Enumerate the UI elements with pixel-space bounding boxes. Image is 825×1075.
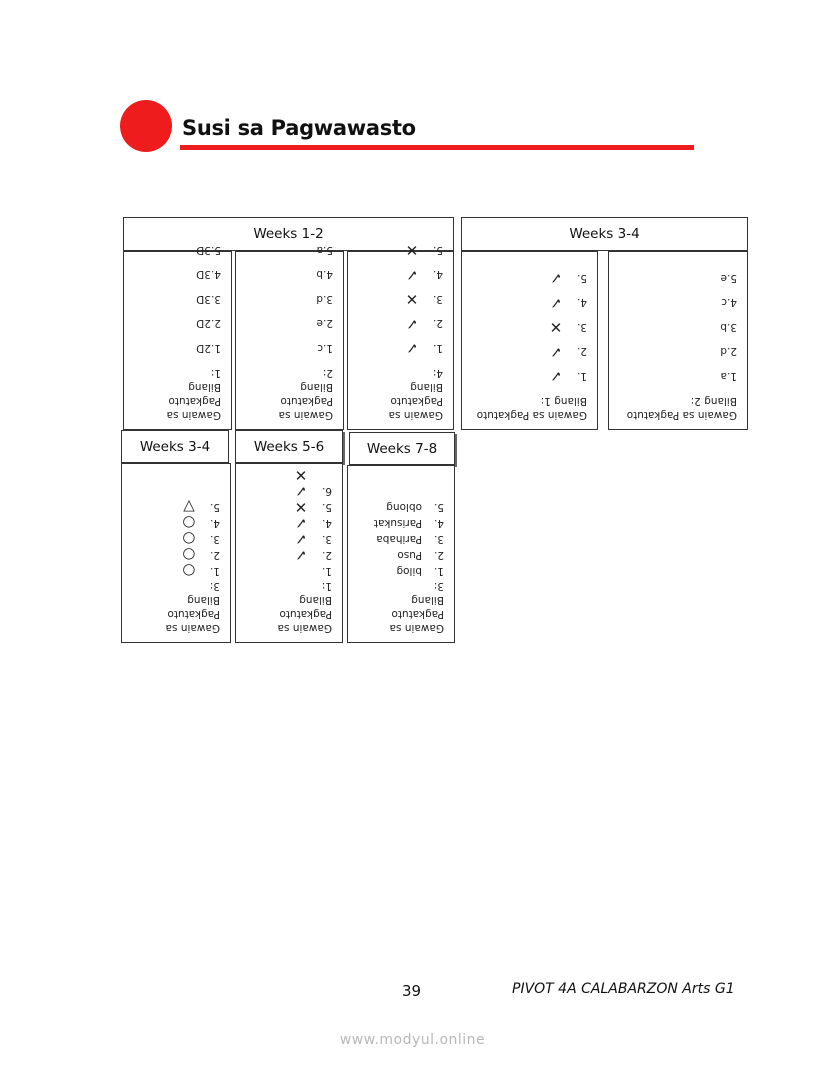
item-number: 2. <box>321 549 332 561</box>
weeks-3-4-activity-3-box <box>121 463 231 643</box>
activity-title: Gawain sa <box>278 409 333 421</box>
weeks-1-2-activity-1-box <box>123 243 232 430</box>
activity-title: 4: <box>432 367 443 379</box>
answer-item <box>472 315 587 340</box>
check-icon: ✓ <box>294 546 308 565</box>
activity-title: Pagkatuto Bilang <box>280 381 333 407</box>
cross-icon: ✕ <box>294 466 308 485</box>
answer-item <box>132 515 220 531</box>
circle-icon: ○ <box>182 562 196 581</box>
answer-item <box>472 290 587 315</box>
answer-item <box>246 467 332 483</box>
weeks-5-6-header: Weeks 5-6 <box>235 430 343 463</box>
item-number: 3. <box>209 533 220 545</box>
activity-title: Pagkatuto Bilang <box>390 381 443 407</box>
shape-word: Parisukat <box>373 517 422 529</box>
activity-title: 2: <box>322 367 333 379</box>
item-number: 4. <box>576 296 587 309</box>
activity-title: 3: <box>433 580 444 592</box>
item-number: 3. <box>433 533 444 545</box>
answer-item <box>358 336 443 361</box>
answer-item <box>358 515 444 531</box>
answer-item <box>358 262 443 287</box>
weeks-3-4-activity-1-box <box>461 251 598 430</box>
item-number: 5. <box>432 243 443 256</box>
item-number: 2. <box>576 345 587 358</box>
weeks-5-6-activity-1-box <box>235 463 343 643</box>
item-number: 5. <box>321 501 332 513</box>
activity-title: Pagkatuto Bilang <box>391 594 444 620</box>
check-icon: ✓ <box>549 342 563 361</box>
answer-item: 1.a <box>720 369 737 382</box>
triangle-icon: ▽ <box>183 498 195 517</box>
activity-title: 3: <box>209 580 220 592</box>
answer-item: 5.3D <box>196 243 221 256</box>
activity-title: Pagkatuto Bilang <box>168 381 221 407</box>
item-number: 1. <box>432 341 443 354</box>
item-number: 4. <box>432 268 443 281</box>
circle-icon: ○ <box>182 546 196 565</box>
item-number: 3. <box>576 320 587 333</box>
activity-title: Pagkatuto Bilang <box>167 594 220 620</box>
answer-item <box>472 339 587 364</box>
answer-item <box>132 531 220 547</box>
activity-title: Bilang 1: <box>540 395 587 407</box>
shape-word: bilog <box>396 565 422 577</box>
answer-item: 3.d <box>316 292 333 305</box>
item-number: 4. <box>209 517 220 529</box>
item-number: 4. <box>433 517 444 529</box>
answer-item: 3.b <box>720 320 737 333</box>
weeks-7-8-activity-3-box <box>347 465 455 643</box>
activity-title: Gawain sa <box>388 409 443 421</box>
answer-item <box>358 531 444 547</box>
check-icon: ✓ <box>405 314 419 333</box>
answer-item <box>246 515 332 531</box>
activity-title: Gawain sa Pagkatuto <box>626 409 737 421</box>
answer-item <box>246 531 332 547</box>
weeks-7-8-header: Weeks 7-8 <box>349 432 455 465</box>
activity-title: Gawain sa <box>166 409 221 421</box>
answer-item <box>246 547 332 563</box>
activity-title: Gawain sa Pagkatuto <box>476 409 587 421</box>
activity-title: Gawain sa <box>389 622 444 634</box>
item-number: 1. <box>321 565 332 577</box>
answer-item: 3.3D <box>196 292 221 305</box>
weeks-3-4-bottom-header: Weeks 3-4 <box>121 430 229 463</box>
item-number: 2. <box>209 549 220 561</box>
answer-item <box>358 563 444 579</box>
shape-word: Puso <box>397 549 422 561</box>
shape-word: oblong <box>386 501 422 513</box>
circle-icon: ○ <box>182 530 196 549</box>
shape-word: Parihaba <box>376 533 422 545</box>
activity-title: Pagkatuto Bilang <box>279 594 332 620</box>
item-number: 1. <box>576 369 587 382</box>
check-icon: ✓ <box>405 339 419 358</box>
answer-item: 1.2D <box>196 341 221 354</box>
item-number: 3. <box>321 533 332 545</box>
check-icon: ✓ <box>549 367 563 386</box>
answer-item <box>358 238 443 263</box>
answer-item: 4.3D <box>196 268 221 281</box>
cross-icon: ✕ <box>294 498 308 517</box>
answer-item: 5.e <box>720 271 737 284</box>
answer-item: 2.e <box>316 317 333 330</box>
item-number: 5. <box>433 501 444 513</box>
answer-item: 1.c <box>317 341 333 354</box>
answer-item <box>358 547 444 563</box>
answer-item <box>132 563 220 579</box>
item-number: 2. <box>432 317 443 330</box>
answer-item: 2.2D <box>196 317 221 330</box>
check-icon: ✓ <box>294 514 308 533</box>
activity-title: 1: <box>321 580 332 592</box>
answer-item: 5.a <box>316 243 333 256</box>
answer-item <box>132 547 220 563</box>
watermark: www.modyul.online <box>339 1032 486 1048</box>
answer-item: 2.d <box>720 345 737 358</box>
check-icon: ✓ <box>549 269 563 288</box>
check-icon: ✓ <box>294 530 308 549</box>
page-number: 39 <box>402 982 422 1000</box>
answer-item <box>358 311 443 336</box>
answer-item: 4.b <box>316 268 333 281</box>
activity-title: Gawain sa <box>277 622 332 634</box>
weeks-1-2-header: Weeks 1-2 <box>123 217 454 251</box>
weeks-3-4-activity-2-box <box>608 251 748 430</box>
item-number: 5. <box>576 271 587 284</box>
answer-item <box>358 287 443 312</box>
item-number: 5. <box>209 501 220 513</box>
title-underline <box>180 145 694 150</box>
cross-icon: ✕ <box>405 290 419 309</box>
item-number: 4. <box>321 517 332 529</box>
answer-item <box>246 563 332 579</box>
answer-item <box>472 364 587 389</box>
check-icon: ✓ <box>294 482 308 501</box>
check-icon: ✓ <box>549 293 563 312</box>
activity-title: Bilang 2: <box>690 395 737 407</box>
weeks-3-4-top-header: Weeks 3-4 <box>461 217 748 251</box>
answer-item <box>472 266 587 291</box>
cross-icon: ✕ <box>405 241 419 260</box>
answer-item <box>132 499 220 515</box>
answer-item <box>358 499 444 515</box>
activity-title: Gawain sa <box>165 622 220 634</box>
circle-icon: ○ <box>182 514 196 533</box>
page-title: Susi sa Pagwawasto <box>182 116 416 140</box>
item-number: 1. <box>433 565 444 577</box>
item-number: 2. <box>433 549 444 561</box>
answer-item <box>246 499 332 515</box>
activity-title: 1: <box>210 367 221 379</box>
item-number: 6. <box>321 485 332 497</box>
cross-icon: ✕ <box>549 318 563 337</box>
weeks-1-2-activity-2-box <box>235 243 344 430</box>
title-circle-decoration <box>120 100 172 152</box>
answer-item <box>246 483 332 499</box>
item-number: 3. <box>432 292 443 305</box>
answer-item: 4.c <box>721 296 737 309</box>
footer-series-title: PIVOT 4A CALABARZON Arts G1 <box>512 981 735 997</box>
check-icon: ✓ <box>405 265 419 284</box>
weeks-1-2-activity-4-box <box>347 241 454 430</box>
item-number: 1. <box>209 565 220 577</box>
